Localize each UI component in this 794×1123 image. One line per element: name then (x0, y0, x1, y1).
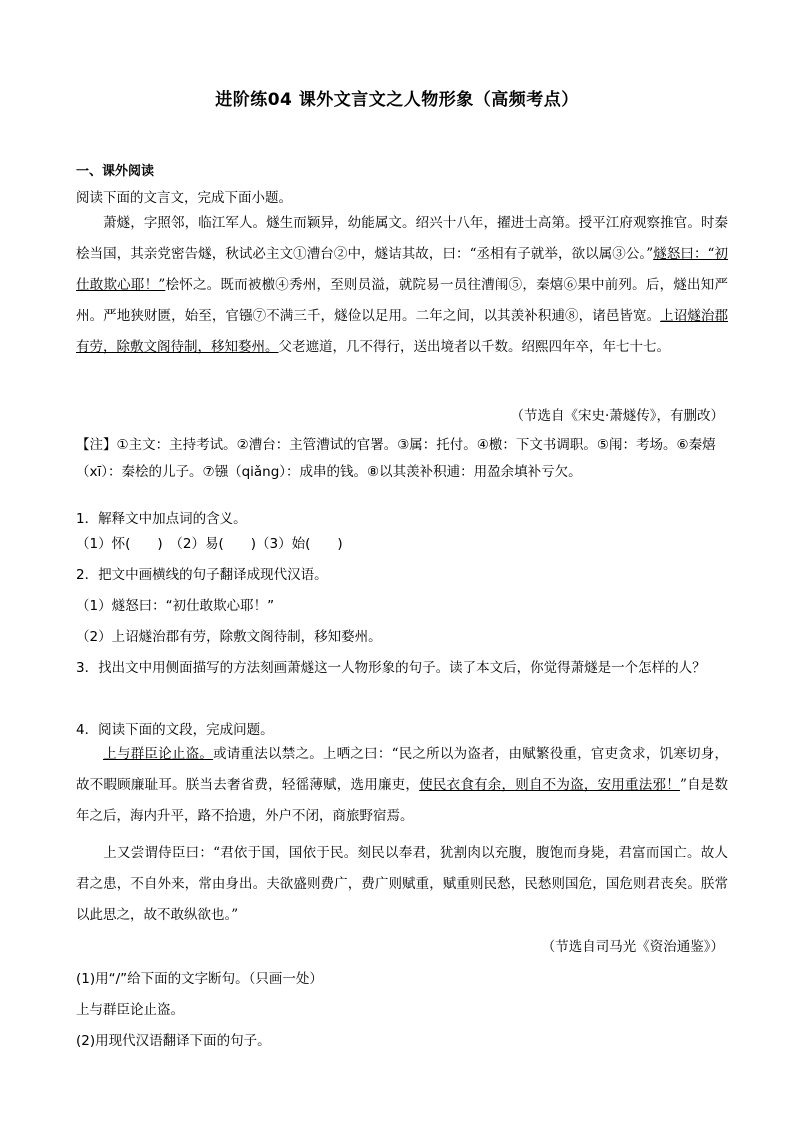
classical-passage-3 (76, 838, 728, 931)
reading-instruction: 阅读下面的文言文，完成下面小题。 (76, 190, 292, 206)
annotation-note: 【注】①主文：主持考试。②漕台：主管漕试的官署。③属：托付。④檄：下文书调职。⑤闱：考场。⑥秦熺（xī）：秦桧的儿子。⑦镪（qiǎng）：成串的钱。⑧以其羡补积逋：用盈余填补亏欠。 (76, 437, 716, 480)
passage-text: 萧燧，字照邻，临江军人。燧生而颖异，幼能属文。绍兴十八年，擢进士高第。授平江府观察推官。时秦桧当国，其亲党密告燧，秋试必主文①漕台②中，燧诘其故，曰：“丞相有子就举，欲以属③公。” (76, 215, 728, 262)
passage-text: ”自是数年之后，海内升平，路不拾遗，外户不闭，商旅野宿焉。 (76, 777, 729, 824)
sub-question-1-text: 上与群臣论止盗。 (76, 1002, 184, 1018)
page-title: 进阶练04 课外文言文之人物形象（高频考点） (215, 90, 579, 110)
underlined-sentence-4: 使民衣食有余，则自不为盗，安用重法邪！ (419, 777, 680, 793)
classical-passage-2 (76, 739, 728, 832)
question-4: 4．阅读下面的文段，完成问题。 (76, 722, 274, 738)
passage-text: 父老遮道，几不得行，送出境者以千数。绍熙四年卒，年七十七。 (278, 339, 670, 355)
passage-text: 桧怀之。既而被檄④秀州，至则员溢，就院易一员往漕闱⑤，秦熺⑥果中前列。后，燧出知严州。严地狭财匮，始至，官镪⑦不满三千，燧俭以足用。二年之间，以其羡补积逋⑧，诸邑皆宽。 (76, 277, 729, 324)
question-2: 2．把文中画横线的句子翻译成现代汉语。 (76, 567, 328, 583)
sub-question-1: (1)用“/”给下面的文字断句。（只画一处） (76, 971, 323, 987)
passage-text: 上又尝谓侍臣曰：“君依于国，国依于民。刻民以奉君，犹割肉以充腹，腹饱而身毙，君富而国亡。故人君之患，不自外来，常由身出。夫欲盛则费广，费广则赋重，赋重则民愁，民愁则国危，国危则君丧矣。朕常以此思之，故不敢纵欲也。” (76, 845, 728, 923)
underlined-sentence-1: 燧怒曰：“初仕敢欺心耶！” (76, 246, 728, 293)
passage-text: 或请重法以禁之。上哂之曰：“民之所以为盗者，由赋繁役重，官吏贪求，饥寒切身，故不暇顾廉耻耳。朕当去奢省费，轻徭薄赋，选用廉吏， (76, 746, 728, 793)
classical-passage-1 (76, 208, 728, 363)
question-1-items: （1）怀( ) （2）易( )（3）始( ) (76, 536, 343, 552)
question-1: 1．解释文中加点词的含义。 (76, 511, 247, 527)
passage-source-2: （节选自司马光《资治通鉴》） (541, 939, 724, 955)
section-heading: 一、课外阅读 (76, 164, 155, 179)
underlined-sentence-3: 上与群臣论止盗。 (103, 746, 214, 762)
underlined-sentence-2: 上诏燧治郡有劳，除敷文阁待制，移知婺州。 (76, 308, 729, 355)
sub-question-2: (2)用现代汉语翻译下面的句子。 (76, 1033, 271, 1049)
question-2-item-1: （1）燧怒曰：“初仕敢欺心耶！” (76, 598, 275, 614)
passage-source: （节选自《宋史·萧燧传》，有删改） (510, 408, 724, 424)
question-3: 3．找出文中用侧面描写的方法刻画萧燧这一人物形象的句子。读了本文后，你觉得萧燧是一个怎样的人？ (76, 660, 706, 676)
question-2-item-2: （2）上诏燧治郡有劳，除敷文阁待制，移知婺州。 (76, 629, 382, 645)
